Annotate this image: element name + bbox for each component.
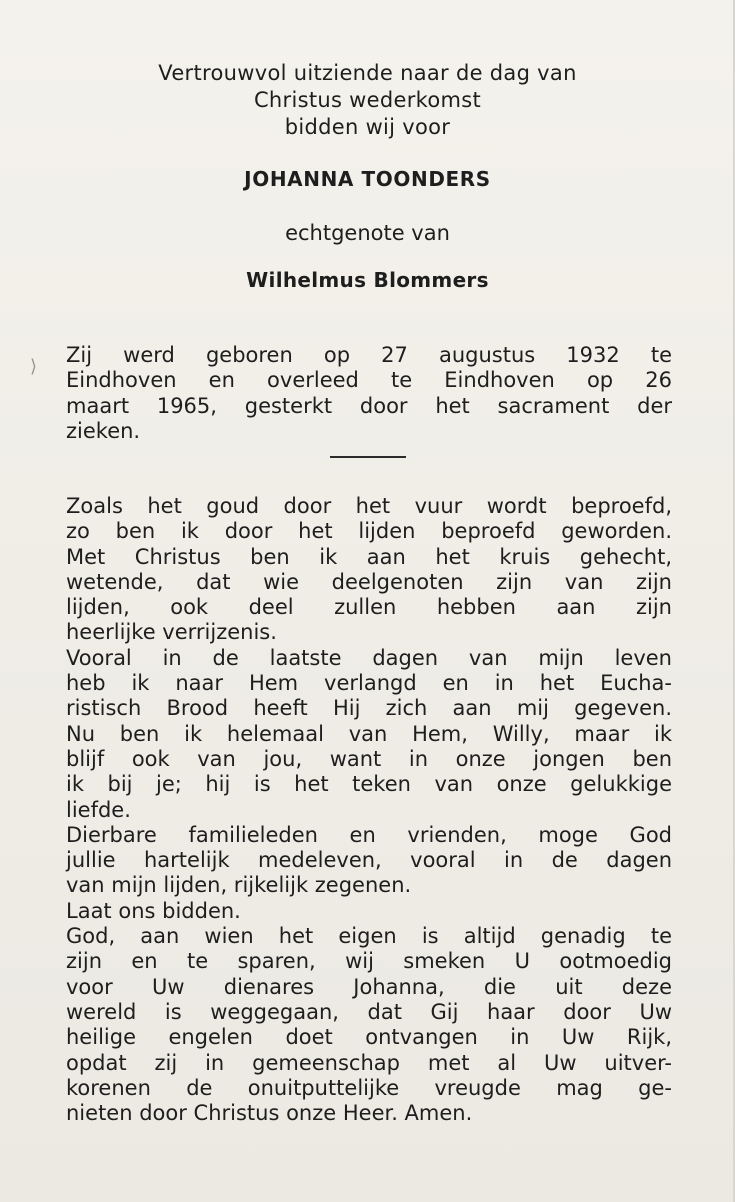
prayer-line: van mijn lijden, rijkelijk zegenen. [66, 873, 412, 898]
prayer-line: Laat ons bidden. [66, 898, 241, 923]
prayer-line: heerlijke verrijzenis. [66, 620, 277, 645]
prayer-line: Met Christus ben ik aan het kruis gehecht, [66, 544, 672, 569]
prayer-line: ik bij je; hij is het teken van onze gelukkige [66, 772, 672, 797]
prayer-line: lijden, ook deel zullen hebben aan zijn [66, 595, 672, 620]
biography-paragraph [66, 343, 672, 444]
intro-text [0, 60, 735, 141]
bio-line: Eindhoven en overleed te Eindhoven op 26 [66, 368, 672, 393]
prayer-line: opdat zij in gemeenschap met al Uw uitver- [66, 1050, 672, 1075]
prayer-line: blijf ook van jou, want in onze jongen ben [66, 746, 672, 771]
prayer-line: nieten door Christus onze Heer. Amen. [66, 1101, 473, 1126]
intro-line: Vertrouwvol uitziende naar de dag van [158, 61, 577, 85]
prayer-line: voor Uw dienares Johanna, die uit deze [66, 974, 672, 999]
bio-line: maart 1965, gesterkt door het sacrament der [66, 393, 672, 418]
prayer-line: heb ik naar Hem verlangd en in het Eucha- [66, 671, 672, 696]
prayer-line: Nu ben ik helemaal van Hem, Willy, maar ik [66, 721, 672, 746]
prayer-line: wereld is weggegaan, dat Gij haar door Uw [66, 999, 672, 1024]
spouse-prefix: echtgenote van [285, 221, 450, 245]
prayer-text [66, 494, 672, 1126]
prayer-line: Zoals het goud door het vuur wordt beproefd, [66, 494, 672, 518]
prayer-line: ristisch Brood heeft Hij zich aan mij gegeven. [66, 696, 672, 721]
prayer-line: zo ben ik door het lijden beproefd geworden. [66, 519, 672, 544]
prayer-line: wetende, dat wie deelgenoten zijn van zijn [66, 569, 672, 594]
prayer-line: heilige engelen doet ontvangen in Uw Rijk, [66, 1025, 672, 1050]
section-divider [330, 456, 406, 458]
prayer-line: liefde. [66, 797, 131, 822]
deceased-name: JOHANNA TOONDERS [244, 167, 491, 191]
prayer-line: zijn en te sparen, wij smeken U ootmoedig [66, 949, 672, 974]
intro-line: bidden wij voor [284, 115, 451, 139]
intro-line: Christus wederkomst [253, 88, 482, 112]
prayer-line: God, aan wien het eigen is altijd genadig te [66, 924, 672, 949]
prayer-line: Dierbare familieleden en vrienden, moge God [66, 822, 672, 847]
edge-mark-decoration: ⟩ [30, 356, 38, 377]
prayer-line: jullie hartelijk medeleven, vooral in de dagen [66, 848, 672, 873]
prayer-line: korenen de onuitputtelijke vreugde mag ge- [66, 1075, 672, 1100]
spouse-name: Wilhelmus Blommers [246, 268, 489, 292]
bio-line: Zij werd geboren op 27 augustus 1932 te [66, 343, 672, 367]
bio-line: zieken. [66, 418, 141, 443]
prayer-line: Vooral in de laatste dagen van mijn leven [66, 645, 672, 670]
